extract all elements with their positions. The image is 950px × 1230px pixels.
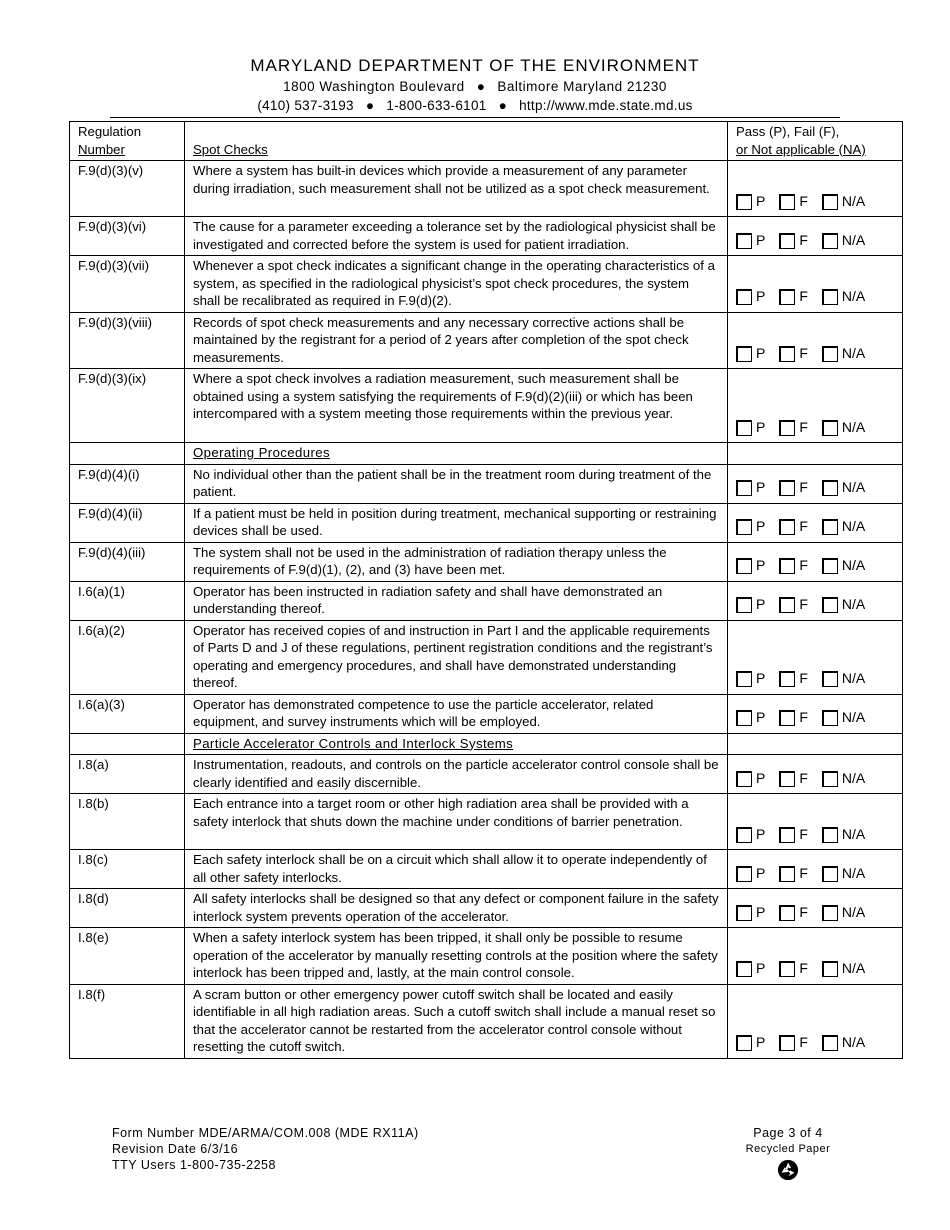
recycled-paper-label: Recycled Paper	[745, 1143, 831, 1155]
agency-title: MARYLAND DEPARTMENT OF THE ENVIRONMENT	[250, 56, 700, 75]
fail-checkbox[interactable]	[779, 597, 795, 613]
na-checkbox[interactable]	[822, 597, 838, 613]
pass-checkbox[interactable]	[736, 558, 752, 574]
form-number: Form Number MDE/ARMA/COM.008 (MDE RX11A)	[112, 1126, 419, 1140]
pass-fail-options: P F N/A	[728, 850, 903, 889]
pass-fail-options: P F N/A	[728, 161, 903, 217]
footer-right	[740, 1125, 836, 1181]
pass-checkbox[interactable]	[736, 289, 752, 305]
pass-checkbox[interactable]	[736, 346, 752, 362]
fail-checkbox[interactable]	[779, 710, 795, 726]
fail-checkbox[interactable]	[779, 905, 795, 921]
fail-checkbox[interactable]	[779, 827, 795, 843]
pass-fail-options: P F N/A	[728, 620, 903, 694]
table-row	[70, 755, 903, 794]
pass-checkbox[interactable]	[736, 420, 752, 436]
street-address: 1800 Washington Boulevard	[283, 79, 465, 94]
pass-checkbox[interactable]	[736, 233, 752, 249]
pass-fail-options: P F N/A	[728, 464, 903, 503]
fail-checkbox[interactable]	[779, 233, 795, 249]
na-checkbox[interactable]	[822, 519, 838, 535]
regulation-number: F.9(d)(3)(vii)	[70, 256, 185, 313]
bullet-separator: ●	[498, 98, 508, 113]
table-header-row	[70, 122, 903, 161]
section-row	[70, 443, 903, 465]
table-row	[70, 464, 903, 503]
footer-left	[112, 1125, 419, 1173]
regulation-number: I.8(e)	[70, 928, 185, 985]
requirement-text: All safety interlocks shall be designed so that any defect or component failure in the safety interlock system prevents operation of the accelerator.	[185, 889, 728, 928]
table-row	[70, 217, 903, 256]
na-checkbox[interactable]	[822, 671, 838, 687]
contact-line	[0, 98, 950, 113]
na-checkbox[interactable]	[822, 866, 838, 882]
pass-fail-options: P F N/A	[728, 694, 903, 733]
pass-fail-options: P F N/A	[728, 369, 903, 443]
requirement-text: When a safety interlock system has been tripped, it shall only be possible to resume operation of the accelerator by manually resetting controls at the position where the safety interlock has been tripped and, lastly, at the main control console.	[185, 928, 728, 985]
section-row	[70, 733, 903, 755]
fail-checkbox[interactable]	[779, 480, 795, 496]
regulation-number: F.9(d)(4)(ii)	[70, 503, 185, 542]
revision-date: Revision Date 6/3/16	[112, 1142, 239, 1156]
header-rule	[110, 117, 840, 118]
page-number: Page 3 of 4	[753, 1126, 823, 1140]
table-row	[70, 503, 903, 542]
pass-fail-options: P F N/A	[728, 503, 903, 542]
table-row	[70, 369, 903, 443]
na-checkbox[interactable]	[822, 558, 838, 574]
fail-checkbox[interactable]	[779, 771, 795, 787]
regulation-number: F.9(d)(4)(i)	[70, 464, 185, 503]
tty-number: TTY Users 1-800-735-2258	[112, 1158, 276, 1172]
fail-checkbox[interactable]	[779, 1035, 795, 1051]
fail-checkbox[interactable]	[779, 961, 795, 977]
regulation-number: I.8(a)	[70, 755, 185, 794]
na-checkbox[interactable]	[822, 346, 838, 362]
na-checkbox[interactable]	[822, 905, 838, 921]
pass-fail-options: P F N/A	[728, 889, 903, 928]
regulation-number: F.9(d)(4)(iii)	[70, 542, 185, 581]
table-row	[70, 581, 903, 620]
table-row	[70, 850, 903, 889]
pass-fail-options: P F N/A	[728, 984, 903, 1058]
requirement-text: Where a system has built-in devices which provide a measurement of any parameter during irradiation, such measurement shall not be utilized as a spot check measurement.	[185, 161, 728, 217]
pass-checkbox[interactable]	[736, 194, 752, 210]
pass-checkbox[interactable]	[736, 827, 752, 843]
table-row	[70, 984, 903, 1058]
pass-checkbox[interactable]	[736, 597, 752, 613]
table-row	[70, 312, 903, 369]
requirement-text: Operator has been instructed in radiation safety and shall have demonstrated an understanding thereof.	[185, 581, 728, 620]
requirement-text: The system shall not be used in the administration of radiation therapy unless the requirements of F.9(d)(1), (2), and (3) have been met.	[185, 542, 728, 581]
recycle-icon	[777, 1159, 799, 1181]
na-checkbox[interactable]	[822, 771, 838, 787]
regulation-number: F.9(d)(3)(ix)	[70, 369, 185, 443]
table-row	[70, 542, 903, 581]
na-checkbox[interactable]	[822, 710, 838, 726]
requirement-text: Each entrance into a target room or other high radiation area shall be provided with a safety interlock that shuts down the machine under conditions of barrier penetration.	[185, 794, 728, 850]
table-row	[70, 928, 903, 985]
fail-checkbox[interactable]	[779, 289, 795, 305]
city-address: Baltimore Maryland 21230	[497, 79, 667, 94]
section-heading-accelerator: Particle Accelerator Controls and Interlock Systems	[185, 733, 728, 755]
na-checkbox[interactable]	[822, 1035, 838, 1051]
section-heading-operating: Operating Procedures	[185, 443, 728, 465]
table-row	[70, 694, 903, 733]
regulation-number: F.9(d)(3)(viii)	[70, 312, 185, 369]
pass-checkbox[interactable]	[736, 961, 752, 977]
pass-checkbox[interactable]	[736, 519, 752, 535]
spot-checks-header: Spot Checks	[185, 122, 728, 161]
pass-fail-header: Pass (P), Fail (F), or Not applicable (NA)	[728, 122, 903, 161]
fail-checkbox[interactable]	[779, 420, 795, 436]
tollfree-number: 1-800-633-6101	[386, 98, 487, 113]
pass-checkbox[interactable]	[736, 771, 752, 787]
pass-fail-options: P F N/A	[728, 217, 903, 256]
pass-fail-options: P F N/A	[728, 928, 903, 985]
bullet-separator: ●	[476, 79, 486, 94]
table-row	[70, 620, 903, 694]
pass-fail-options: P F N/A	[728, 794, 903, 850]
regulation-number: F.9(d)(3)(vi)	[70, 217, 185, 256]
requirement-text: The cause for a parameter exceeding a tolerance set by the radiological physicist shall be investigated and corrected before the system is used for patient irradiation.	[185, 217, 728, 256]
na-checkbox[interactable]	[822, 961, 838, 977]
requirement-text: Each safety interlock shall be on a circuit which shall allow it to operate independently of all other safety interlocks.	[185, 850, 728, 889]
regulation-number: I.8(f)	[70, 984, 185, 1058]
address-line	[0, 79, 950, 94]
regulation-number: I.8(c)	[70, 850, 185, 889]
fail-checkbox[interactable]	[779, 558, 795, 574]
requirement-text: Operator has demonstrated competence to use the particle accelerator, related equipment, and survey instruments which will be employed.	[185, 694, 728, 733]
na-checkbox[interactable]	[822, 194, 838, 210]
pass-fail-options: P F N/A	[728, 755, 903, 794]
requirement-text: No individual other than the patient shall be in the treatment room during treatment of the patient.	[185, 464, 728, 503]
phone-number: (410) 537-3193	[257, 98, 354, 113]
pass-checkbox[interactable]	[736, 671, 752, 687]
pass-fail-options: P F N/A	[728, 256, 903, 313]
requirement-text: Where a spot check involves a radiation measurement, such measurement shall be obtained using a system satisfying the requirements of F.9(d)(2)(iii) or which has been intercompared with a system meeting those requirements within the previous year.	[185, 369, 728, 443]
table-row	[70, 256, 903, 313]
fail-checkbox[interactable]	[779, 346, 795, 362]
requirement-text: Operator has received copies of and instruction in Part I and the applicable requirements of Parts D and J of these regulations, pertinent registration conditions and the registrant’s operating and emergency procedures, and shall have demonstrated understanding thereof.	[185, 620, 728, 694]
requirement-text: A scram button or other emergency power cutoff switch shall be located and easily identifiable in all high radiation areas. Such a cutoff switch shall include a manual reset so that the accelerator cannot be restarted from the accelerator control console without resetting the cutoff switch.	[185, 984, 728, 1058]
pass-fail-options: P F N/A	[728, 581, 903, 620]
spot-check-table	[69, 121, 903, 1059]
pass-checkbox[interactable]	[736, 710, 752, 726]
na-checkbox[interactable]	[822, 289, 838, 305]
pass-checkbox[interactable]	[736, 1035, 752, 1051]
pass-fail-options: P F N/A	[728, 312, 903, 369]
requirement-text: Whenever a spot check indicates a significant change in the operating characteristics of a system, as specified in the radiological physicist’s spot check procedures, the system shall be recalibrated as required in F.9(d)(2).	[185, 256, 728, 313]
pass-fail-options: P F N/A	[728, 542, 903, 581]
requirement-text: Records of spot check measurements and any necessary corrective actions shall be maintained by the registrant for a period of 2 years after completion of the spot check measurements.	[185, 312, 728, 369]
fail-checkbox[interactable]	[779, 519, 795, 535]
regulation-number: I.6(a)(3)	[70, 694, 185, 733]
regulation-number-header: Regulation Number	[70, 122, 185, 161]
pass-checkbox[interactable]	[736, 866, 752, 882]
fail-checkbox[interactable]	[779, 194, 795, 210]
na-checkbox[interactable]	[822, 233, 838, 249]
pass-checkbox[interactable]	[736, 905, 752, 921]
fail-checkbox[interactable]	[779, 671, 795, 687]
table-row	[70, 161, 903, 217]
requirement-text: Instrumentation, readouts, and controls on the particle accelerator control console shall be clearly identified and easily discernible.	[185, 755, 728, 794]
regulation-number: I.6(a)(2)	[70, 620, 185, 694]
website-link[interactable]: http://www.mde.state.md.us	[519, 98, 693, 113]
na-checkbox[interactable]	[822, 827, 838, 843]
regulation-number: I.8(b)	[70, 794, 185, 850]
regulation-number: F.9(d)(3)(v)	[70, 161, 185, 217]
fail-checkbox[interactable]	[779, 866, 795, 882]
bullet-separator: ●	[365, 98, 375, 113]
pass-checkbox[interactable]	[736, 480, 752, 496]
regulation-number: I.6(a)(1)	[70, 581, 185, 620]
regulation-number: I.8(d)	[70, 889, 185, 928]
na-checkbox[interactable]	[822, 480, 838, 496]
na-checkbox[interactable]	[822, 420, 838, 436]
table-row	[70, 794, 903, 850]
table-row	[70, 889, 903, 928]
requirement-text: If a patient must be held in position during treatment, mechanical supporting or restraining devices shall be used.	[185, 503, 728, 542]
